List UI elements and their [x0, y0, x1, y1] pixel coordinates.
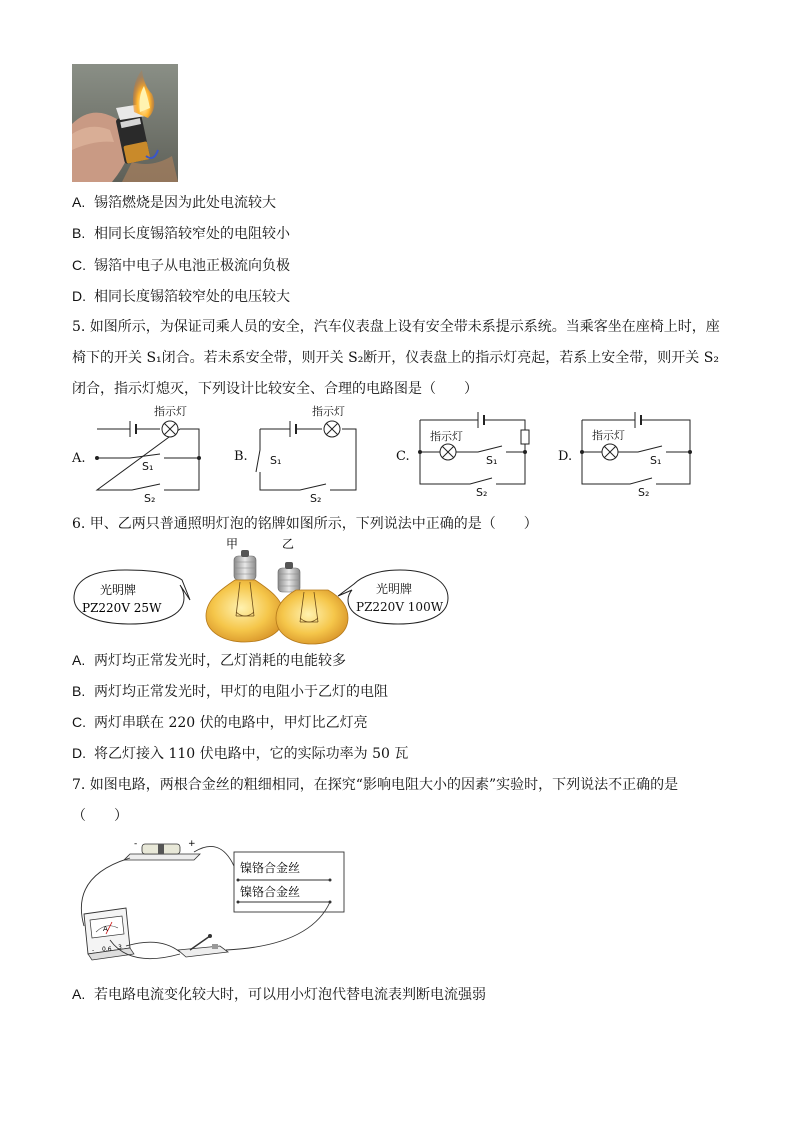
- q6-stem: 6. 甲、乙两只普通照明灯泡的铭牌如图所示，下列说法中正确的是（ ）: [72, 516, 538, 532]
- right-nameplate-brand: 光明牌: [376, 582, 413, 596]
- left-nameplate-bubble: [74, 570, 190, 624]
- circuit-b-s1-label: S₁: [270, 454, 282, 467]
- circuit-a-s2-label: S₂: [144, 492, 156, 505]
- battery-minus-label: -: [134, 839, 138, 849]
- q5-circuit-options: [60, 400, 760, 508]
- q4-option-d[interactable]: D. 相同长度锡箔较窄处的电压较大: [72, 288, 290, 305]
- q7-option-a[interactable]: A. 若电路电流变化较大时，可以用小灯泡代替电流表判断电流强弱: [72, 986, 486, 1003]
- circuit-a-s1-label: S₁: [142, 460, 154, 473]
- circuit-a-option-letter: A.: [72, 451, 86, 466]
- tinfoil-battery-photo: [72, 64, 178, 182]
- q5-stem-line1: 5. 如图所示，为保证司乘人员的安全，汽车仪表盘上设有安全带未系提示系统。当乘客坐在座椅上时，座: [72, 319, 720, 335]
- q7-stem-line2: （ ）: [72, 808, 128, 824]
- circuit-d-s2-label: S₂: [638, 486, 650, 499]
- q6-option-c[interactable]: C. 两灯串联在 220 伏的电路中，甲灯比乙灯亮: [72, 714, 368, 731]
- right-nameplate-spec: PZ220V 100W: [356, 600, 444, 614]
- circuit-c-s1-label: S₁: [486, 454, 498, 467]
- alloy-wire-label-1: 镍铬合金丝: [240, 861, 301, 875]
- circuit-a-lamp-label: 指示灯: [154, 405, 187, 418]
- ammeter-terminal-3: 3: [118, 944, 122, 951]
- circuit-c-lamp-label: 指示灯: [430, 430, 463, 443]
- q6-option-b[interactable]: B. 两灯均正常发光时，甲灯的电阻小于乙灯的电阻: [72, 683, 388, 700]
- q4-option-b[interactable]: B. 相同长度锡箔较窄处的电阻较小: [72, 225, 290, 242]
- q5-stem-line3: 闭合，指示灯熄灭，下列设计比较安全、合理的电路图是（ ）: [72, 381, 478, 397]
- circuit-d-option-letter: D.: [558, 449, 573, 464]
- q6-option-d[interactable]: D. 将乙灯接入 110 伏电路中，它的实际功率为 50 瓦: [72, 745, 409, 762]
- q7-stem-line1: 7. 如图电路，两根合金丝的粗细相同，在探究“影响电阻大小的因素”实验时，下列说法不正确的是: [72, 777, 679, 793]
- circuit-d[interactable]: [581, 412, 692, 488]
- circuit-b-s2-label: S₂: [310, 492, 322, 505]
- left-nameplate-spec: PZ220V 25W: [82, 601, 162, 615]
- circuit-b-lamp-label: 指示灯: [312, 405, 345, 418]
- alloy-wire-label-2: 镍铬合金丝: [240, 885, 301, 899]
- circuit-b-option-letter: B.: [234, 449, 248, 464]
- bulb-yi-label: 乙: [282, 538, 295, 551]
- circuit-c-s2-label: S₂: [476, 486, 488, 499]
- q4-option-a[interactable]: A. 锡箔燃烧是因为此处电流较大: [72, 194, 276, 211]
- knife-switch: [178, 934, 228, 957]
- left-nameplate-brand: 光明牌: [100, 583, 137, 597]
- q5-stem-line2: 椅下的开关 S₁闭合。若未系安全带，则开关 S₂断开，仪表盘上的指示灯亮起，若系上安全带，则开关 S₂: [72, 350, 719, 366]
- q4-option-c[interactable]: C. 锡箔中电子从电池正极流向负极: [72, 257, 290, 274]
- ammeter-symbol: A: [103, 925, 108, 933]
- ammeter-terminal-neg: -: [92, 947, 95, 954]
- q6-option-a[interactable]: A. 两灯均正常发光时，乙灯消耗的电能较多: [72, 652, 346, 669]
- battery-plus-label: +: [188, 839, 196, 849]
- circuit-c[interactable]: [419, 412, 530, 488]
- circuit-a[interactable]: [96, 421, 201, 494]
- bulb-jia-label: 甲: [226, 538, 239, 551]
- circuit-d-s1-label: S₁: [650, 454, 662, 467]
- ammeter-terminal-06: 0.6: [102, 946, 112, 953]
- circuit-c-option-letter: C.: [396, 449, 410, 464]
- circuit-d-lamp-label: 指示灯: [592, 429, 625, 442]
- q7-experiment-figure: [70, 836, 360, 972]
